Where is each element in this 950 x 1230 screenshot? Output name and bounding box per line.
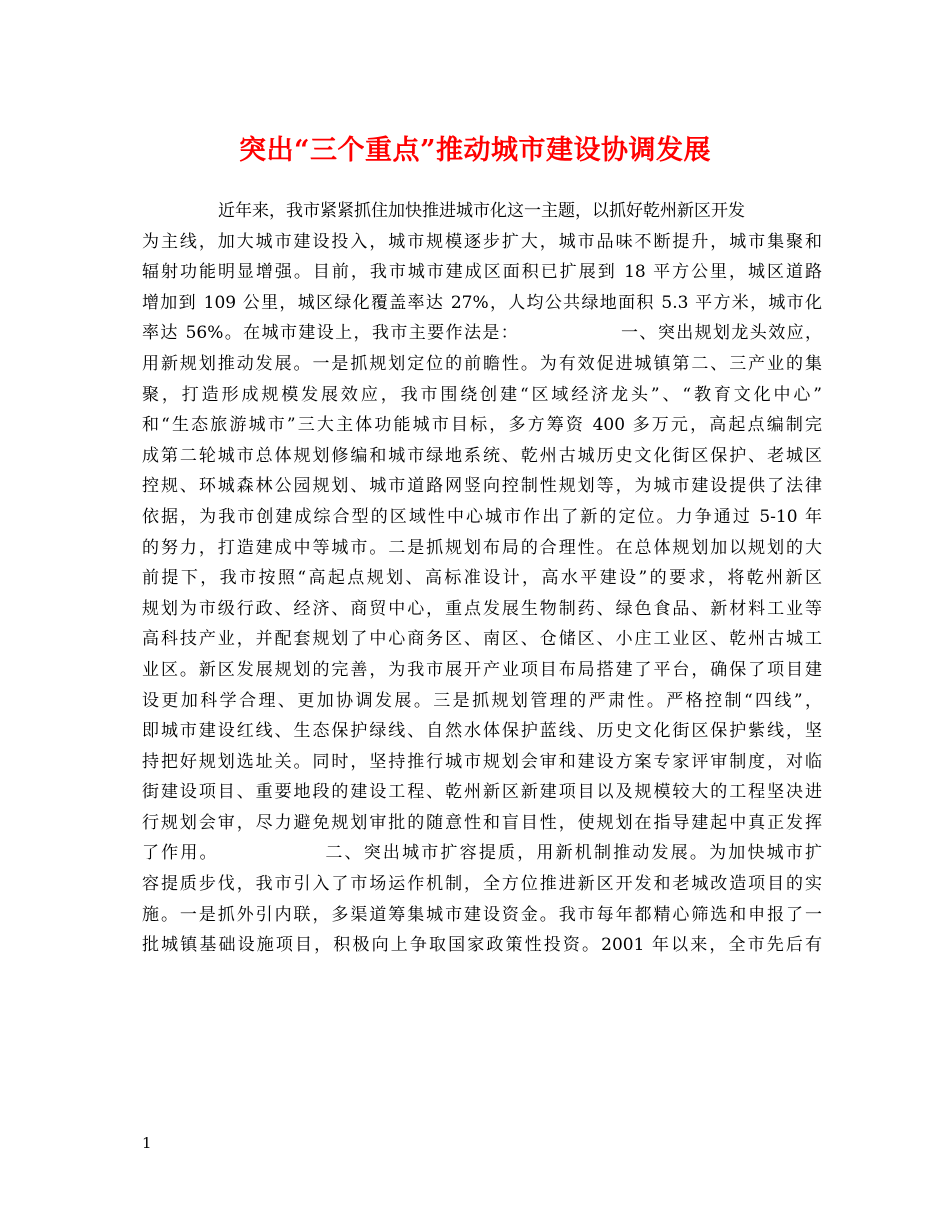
body-line: 的努力，打造建成中等城市。二是抓规划布局的合理性。在总体规划加以规划的大 xyxy=(142,537,822,558)
body-line: 依据，为我市创建成综合型的区域性中心城市作出了新的定位。力争通过 5-10 年 xyxy=(142,506,822,527)
body-line: 前提下，我市按照“高起点规划、高标准设计，高水平建设”的要求，将乾州新区 xyxy=(142,568,822,589)
document-title: 突出“三个重点”推动城市建设协调发展 xyxy=(238,135,712,166)
body-line: 规划为市级行政、经济、商贸中心，重点发展生物制药、绿色食品、新材料工业等 xyxy=(142,598,822,619)
body-line: 增加到 109 公里，城区绿化覆盖率达 27%，人均公共绿地面积 5.3 平方米，城市化 xyxy=(142,292,822,313)
page-number: 1 xyxy=(142,1134,152,1152)
body-line: 聚，打造形成规模发展效应，我市围绕创建“区域经济龙头”、“教育文化中心” xyxy=(142,384,822,405)
body-line: 辐射功能明显增强。目前，我市城市建成区面积已扩展到 18 平方公里，城区道路 xyxy=(142,262,822,283)
body-line: 街建设项目、重要地段的建设工程、乾州新区新建项目以及规模较大的工程坚决进 xyxy=(142,782,822,803)
body-line: 高科技产业，并配套规划了中心商务区、南区、仓储区、小庄工业区、乾州古城工 xyxy=(142,629,822,650)
body-line: 即城市建设红线、生态保护绿线、自然水体保护蓝线、历史文化街区保护紫线，坚 xyxy=(142,721,822,742)
body-line: 近年来，我市紧紧抓住加快推进城市化这一主题，以抓好乾州新区开发 xyxy=(218,201,745,221)
body-line: 控规、环城森林公园规划、城市道路网竖向控制性规划等，为城市建设提供了法律 xyxy=(142,476,822,497)
body-line: 容提质步伐，我市引入了市场运作机制，全方位推进新区开发和老城改造项目的实 xyxy=(142,874,822,895)
body-line: 业区。新区发展规划的完善，为我市展开产业项目布局搭建了平台，确保了项目建 xyxy=(142,659,822,680)
body-line: 持把好规划选址关。同时，坚持推行城市规划会审和建设方案专家评审制度，对临 xyxy=(142,751,822,772)
body-line: 率达 56%。在城市建设上，我市主要作法是： 一、突出规划龙头效应， xyxy=(142,323,822,344)
body-line: 用新规划推动发展。一是抓规划定位的前瞻性。为有效促进城镇第二、三产业的集 xyxy=(142,353,822,374)
body-line: 为主线，加大城市建设投入，城市规模逐步扩大，城市品味不断提升，城市集聚和 xyxy=(142,231,822,252)
body-line: 和“生态旅游城市”三大主体功能城市目标，多方筹资 400 多万元，高起点编制完 xyxy=(142,415,822,436)
body-line: 成第二轮城市总体规划修编和城市绿地系统、乾州古城历史文化街区保护、老城区 xyxy=(142,445,822,466)
body-line: 批城镇基础设施项目，积极向上争取国家政策性投资。2001 年以来，全市先后有 xyxy=(142,935,822,956)
body-line: 行规划会审，尽力避免规划审批的随意性和盲目性，使规划在指导建起中真正发挥 xyxy=(142,812,822,833)
document-body xyxy=(142,196,822,961)
body-line: 施。一是抓外引内联，多渠道筹集城市建设资金。我市每年都精心筛选和申报了一 xyxy=(142,904,822,925)
body-line: 设更加科学合理、更加协调发展。三是抓规划管理的严肃性。严格控制“四线”， xyxy=(142,690,822,711)
body-line: 了作用。 二、突出城市扩容提质，用新机制推动发展。为加快城市扩 xyxy=(142,843,822,864)
